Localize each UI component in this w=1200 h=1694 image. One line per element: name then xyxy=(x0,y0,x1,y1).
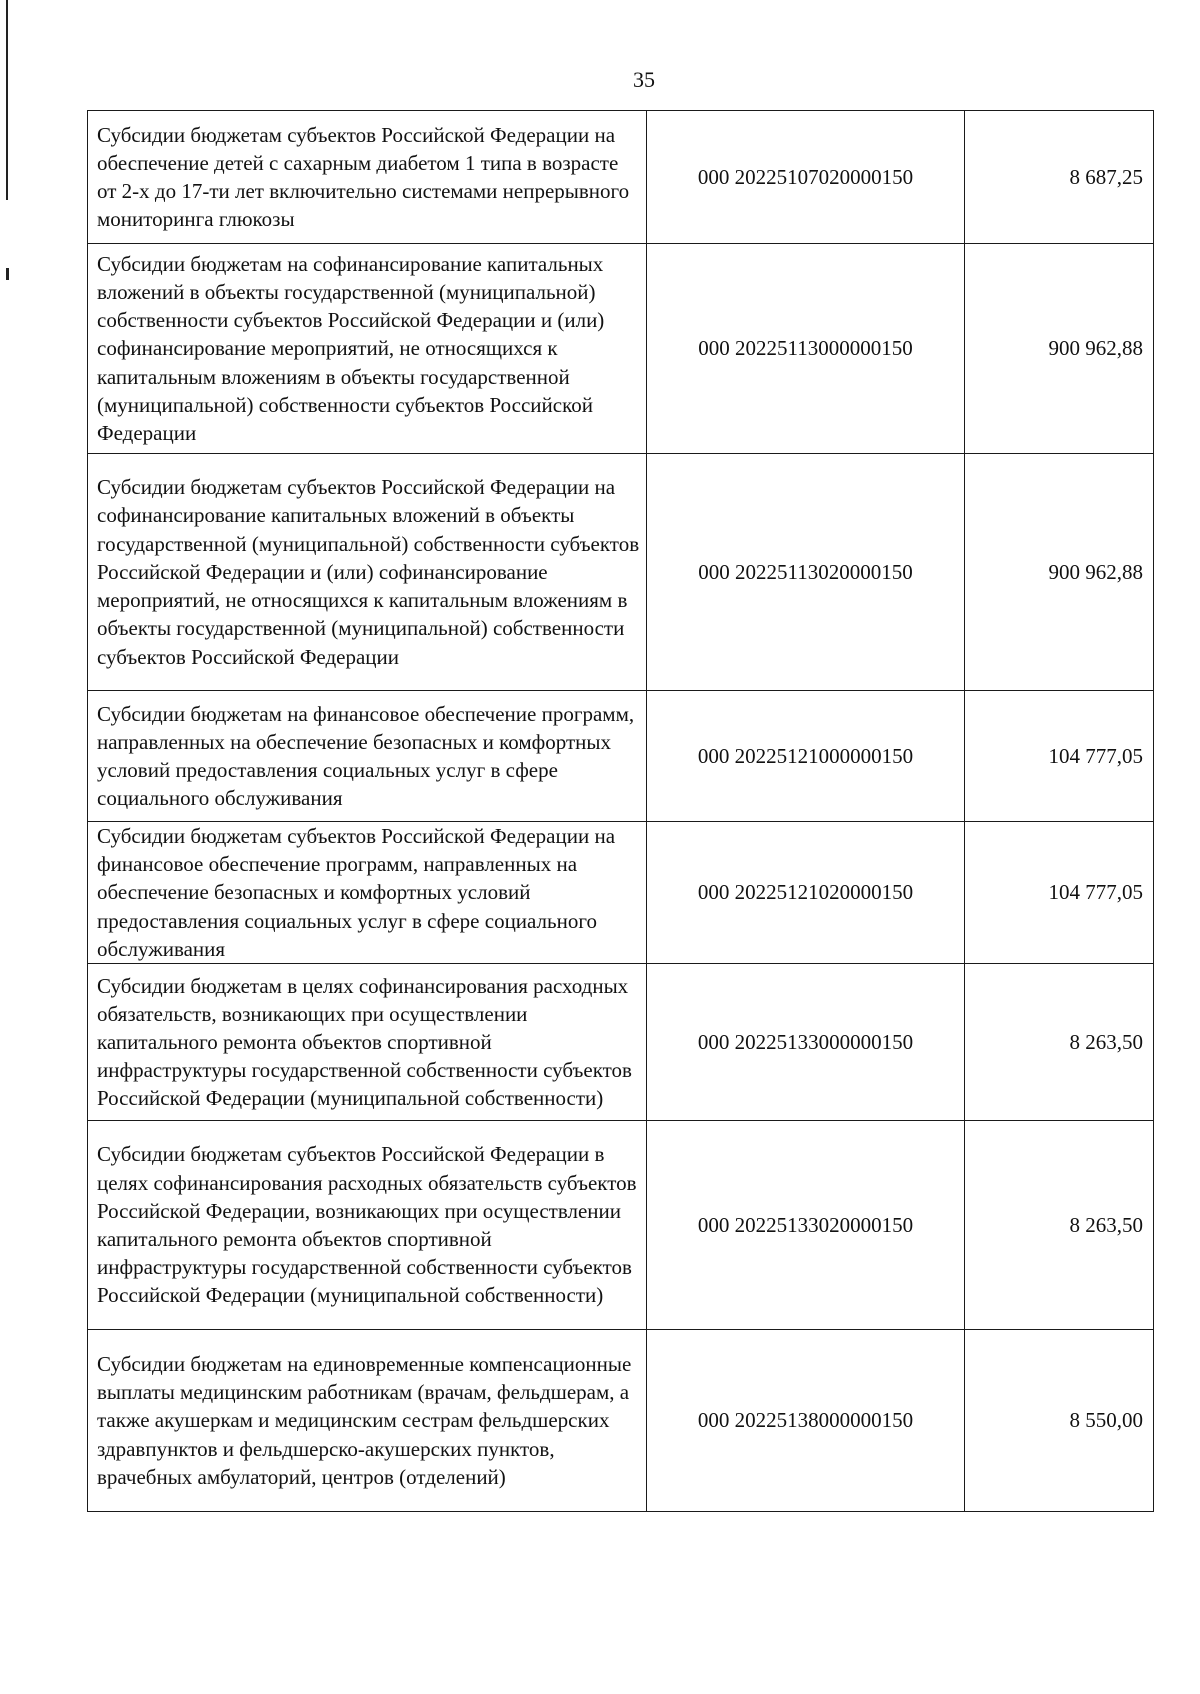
row-amount: 8 263,50 xyxy=(965,1121,1154,1330)
table-row xyxy=(88,1121,1154,1330)
row-description: Субсидии бюджетам субъектов Российской Федерации на софинансирование капитальных вложений в объекты государственной (муниципальной) собственности субъектов Российской Федерации и (или) софинансирование мероприятий, не относящихся к капитальным вложениям в объекты государственной (муниципальной) собственности субъектов Российской Федерации xyxy=(88,454,647,691)
table-row xyxy=(88,822,1154,964)
row-description: Субсидии бюджетам субъектов Российской Федерации в целях софинансирования расходных обязательств субъектов Российской Федерации, возникающих при осуществлении капитального ремонта объектов спортивной инфраструктуры государственной собственности субъектов Российской Федерации (муниципальной собственности) xyxy=(88,1121,647,1330)
table-row xyxy=(88,454,1154,691)
row-amount: 104 777,05 xyxy=(965,691,1154,822)
budget-table xyxy=(87,110,1154,1512)
row-amount: 8 263,50 xyxy=(965,964,1154,1121)
row-amount: 104 777,05 xyxy=(965,822,1154,964)
table-row xyxy=(88,111,1154,244)
row-code: 000 20225113020000150 xyxy=(647,454,965,691)
table-row xyxy=(88,244,1154,454)
row-code: 000 20225133020000150 xyxy=(647,1121,965,1330)
scan-edge-mark xyxy=(6,268,9,280)
row-code: 000 20225138000000150 xyxy=(647,1330,965,1512)
row-amount: 8 550,00 xyxy=(965,1330,1154,1512)
scan-edge-line xyxy=(6,0,8,200)
table-row xyxy=(88,964,1154,1121)
row-description: Субсидии бюджетам на финансовое обеспечение программ, направленных на обеспечение безопасных и комфортных условий предоставления социальных услуг в сфере социального обслуживания xyxy=(88,691,647,822)
row-description: Субсидии бюджетам на единовременные компенсационные выплаты медицинским работникам (врачам, фельдшерам, а также акушеркам и медицинским сестрам фельдшерских здравпунктов и фельдшерско-акушерских пунктов, врачебных амбулаторий, центров (отделений) xyxy=(88,1330,647,1512)
table-row xyxy=(88,691,1154,822)
page-number: 35 xyxy=(633,67,655,92)
row-code: 000 20225133000000150 xyxy=(647,964,965,1121)
table-row xyxy=(88,1330,1154,1512)
row-amount: 900 962,88 xyxy=(965,454,1154,691)
row-code: 000 20225113000000150 xyxy=(647,244,965,454)
row-description: Субсидии бюджетам субъектов Российской Федерации на финансовое обеспечение программ, направленных на обеспечение безопасных и комфортных условий предоставления социальных услуг в сфере социального обслуживания xyxy=(88,822,647,964)
row-description: Субсидии бюджетам на софинансирование капитальных вложений в объекты государственной (муниципальной) собственности субъектов Российской Федерации и (или) софинансирование мероприятий, не относящихся к капитальным вложениям в объекты государственной (муниципальной) собственности субъектов Российской Федерации xyxy=(88,244,647,454)
row-code: 000 20225121000000150 xyxy=(647,691,965,822)
row-description: Субсидии бюджетам субъектов Российской Федерации на обеспечение детей с сахарным диабетом 1 типа в возрасте от 2-х до 17-ти лет включительно системами непрерывного мониторинга глюкозы xyxy=(88,111,647,244)
row-amount: 8 687,25 xyxy=(965,111,1154,244)
row-code: 000 20225121020000150 xyxy=(647,822,965,964)
row-amount: 900 962,88 xyxy=(965,244,1154,454)
row-code: 000 20225107020000150 xyxy=(647,111,965,244)
row-description: Субсидии бюджетам в целях софинансирования расходных обязательств, возникающих при осуществлении капитального ремонта объектов спортивной инфраструктуры государственной собственности субъектов Российской Федерации (муниципальной собственности) xyxy=(88,964,647,1121)
